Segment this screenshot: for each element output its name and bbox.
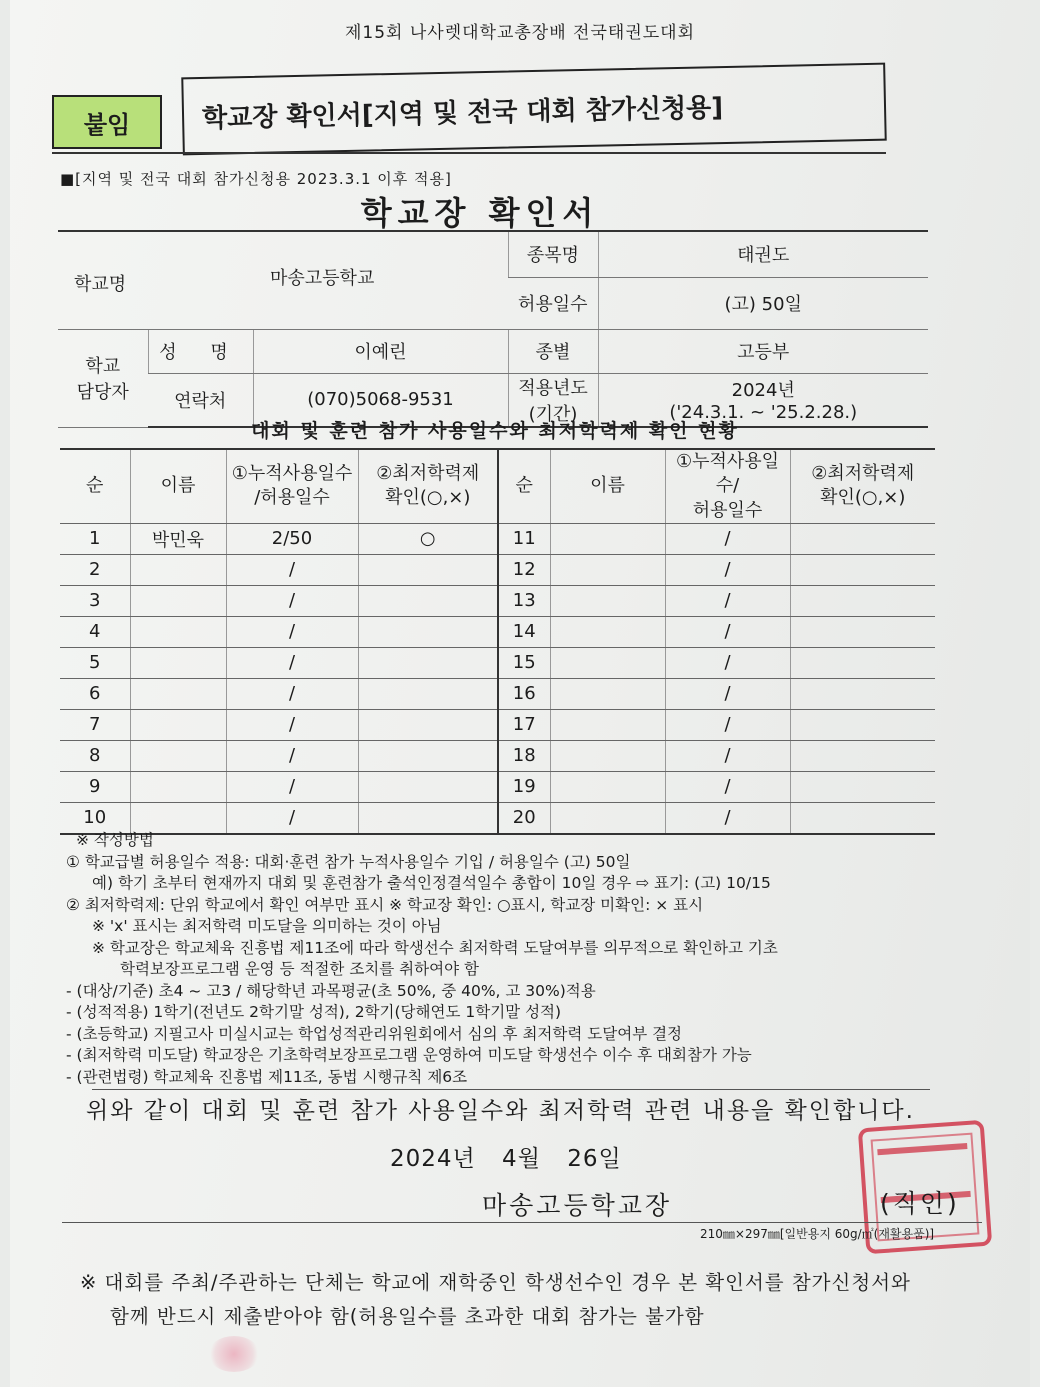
stamp-smudge — [208, 1336, 260, 1372]
col-header-days-line2: /허용일수 — [254, 487, 330, 509]
row-no: 9 — [60, 771, 130, 802]
table-row — [60, 616, 935, 647]
table-row — [60, 554, 935, 585]
instruction-line: ※ 학교장은 학교체육 진흥법 제11조에 따라 학생선수 최저학력 도달여부를 의무적으로 확인하고 기초 — [92, 938, 778, 957]
divider — [52, 152, 886, 154]
row-days: 2/50 — [226, 523, 358, 554]
col-header-days-line1: ①누적사용일수 — [231, 463, 353, 485]
col-header-days — [226, 449, 358, 523]
row-check-right — [790, 771, 935, 802]
allowed-days-label: 허용일수 — [508, 277, 598, 329]
row-no-right: 17 — [498, 709, 550, 740]
attach-title — [181, 63, 886, 156]
instruction-line: 예) 학기 초부터 현재까지 대회 및 훈련참가 출석인정결석일수 총합이 10일 경우 ⇨ 표기: (고) 10/15 — [92, 874, 771, 892]
table-row — [60, 523, 935, 554]
seal-label: (직인) — [880, 1189, 960, 1218]
row-check — [358, 678, 498, 709]
row-check-right — [790, 678, 935, 709]
school-info-table — [58, 230, 928, 428]
table-row — [60, 709, 935, 740]
row-days: / — [226, 802, 358, 834]
row-days: / — [226, 678, 358, 709]
period-label-line1: 적용년도 — [518, 377, 588, 399]
col-header-name: 이름 — [130, 449, 226, 523]
sport-label: 종목명 — [508, 231, 598, 277]
row-check-right — [790, 709, 935, 740]
row-check — [358, 616, 498, 647]
row-days-right: / — [665, 678, 790, 709]
row-name-right — [550, 709, 665, 740]
instruction-line: - (성적적용) 1학기(전년도 2학기말 성적), 2학기(당해연도 1학기말 성적) — [66, 1003, 562, 1021]
school-label-and-value — [58, 231, 508, 329]
row-name — [130, 647, 226, 678]
row-name-right — [550, 616, 665, 647]
row-check — [358, 709, 498, 740]
principal-name: 마송고등학교장 — [482, 1191, 673, 1220]
row-no-right: 14 — [498, 616, 550, 647]
row-name-right — [550, 523, 665, 554]
confirmation-date: 2024년 4월 26일 — [390, 1146, 622, 1172]
allowed-days-value: (고) 50일 — [598, 277, 928, 329]
instructions — [66, 830, 966, 1088]
col-header-check-line2: 확인(○,×) — [385, 487, 471, 509]
instruction-line: - (최저학력 미도달) 학교장은 기초학력보장프로그램 운영하여 미도달 학생선수 이수 후 대회참가 가능 — [66, 1046, 752, 1064]
row-check — [358, 740, 498, 771]
row-name-right — [550, 554, 665, 585]
instruction-line: ② 최저학력제: 단위 학교에서 확인 여부만 표시 ※ 학교장 확인: ○표시, 학교장 미확인: × 표시 — [66, 895, 704, 914]
row-no-right: 20 — [498, 802, 550, 834]
row-days: / — [226, 585, 358, 616]
table-row — [60, 647, 935, 678]
row-check — [358, 585, 498, 616]
footer-line: 함께 반드시 제출받아야 함(허용일수를 초과한 대회 참가는 불가함 — [110, 1305, 705, 1328]
row-days: / — [226, 771, 358, 802]
footer-note — [80, 1266, 911, 1334]
school-name-value: 마송고등학교 — [270, 268, 375, 289]
apply-period-value: ('24.3.1. ~ '25.2.28.) — [669, 402, 858, 424]
confirmation-statement: 위와 같이 대회 및 훈련 참가 사용일수와 최저학력 관련 내용을 확인합니다. — [86, 1098, 915, 1124]
row-days-right: / — [665, 523, 790, 554]
row-days: / — [226, 616, 358, 647]
row-name-right — [550, 678, 665, 709]
row-check-right — [790, 616, 935, 647]
participation-status-table — [60, 448, 935, 835]
row-name — [130, 678, 226, 709]
row-check: ○ — [358, 523, 498, 554]
col-header-days-right-line2: 허용일수 — [692, 499, 763, 521]
row-no: 7 — [60, 709, 130, 740]
row-check — [358, 647, 498, 678]
col-header-check-line1: ②최저학력제 — [376, 463, 480, 485]
col-header-no-right: 순 — [498, 449, 550, 523]
row-name-right — [550, 771, 665, 802]
row-no-right: 15 — [498, 647, 550, 678]
row-name — [130, 709, 226, 740]
row-days-right: / — [665, 802, 790, 834]
attach-tag: 붙임 — [52, 95, 162, 149]
row-name-right — [550, 585, 665, 616]
row-name-right — [550, 740, 665, 771]
row-days: / — [226, 709, 358, 740]
apply-year-value: 2024년 — [731, 380, 795, 402]
col-header-check-right-line1: ②최저학력제 — [811, 463, 915, 485]
row-name-right — [550, 647, 665, 678]
row-no: 5 — [60, 647, 130, 678]
row-days-right: / — [665, 585, 790, 616]
contact-value: (070)5068-9531 — [253, 373, 508, 427]
row-days-right: / — [665, 771, 790, 802]
school-name-label: 학교명 — [74, 274, 127, 295]
page-title: 학교장 확인서 — [360, 194, 600, 232]
row-no: 1 — [60, 523, 130, 554]
row-no: 4 — [60, 616, 130, 647]
row-days-right: / — [665, 740, 790, 771]
row-no-right: 16 — [498, 678, 550, 709]
instruction-line: ① 학교급별 허용일수 적용: 대회·훈련 참가 누적사용일수 기입 / 허용일수 (고) 50일 — [66, 852, 631, 871]
manager-name-value: 이예린 — [253, 329, 508, 373]
row-days: / — [226, 554, 358, 585]
row-check-right — [790, 647, 935, 678]
row-no-right: 12 — [498, 554, 550, 585]
col-header-check-right — [790, 449, 935, 523]
row-name: 박민욱 — [130, 523, 226, 554]
col-header-check-right-line2: 확인(○,×) — [820, 487, 906, 509]
table-row — [60, 678, 935, 709]
manager-name-label: 성 명 — [148, 329, 253, 373]
divider — [62, 1222, 982, 1223]
instruction-line: 학력보장프로그램 운영 등 적절한 조치를 취하여야 함 — [120, 960, 479, 978]
row-name — [130, 740, 226, 771]
row-days: / — [226, 740, 358, 771]
row-check-right — [790, 740, 935, 771]
row-no: 2 — [60, 554, 130, 585]
footer-line: ※ 대회를 주최/주관하는 단체는 학교에 재학중인 학생선수인 경우 본 확인서를 참가신청서와 — [80, 1271, 911, 1294]
row-days-right: / — [665, 709, 790, 740]
instruction-line: - (대상/기준) 초4 ~ 고3 / 해당학년 과목평균(초 50%, 중 40%, 고 30%)적용 — [66, 981, 596, 1000]
division-value: 고등부 — [598, 329, 928, 373]
row-days-right: / — [665, 554, 790, 585]
manager-label — [58, 329, 148, 427]
row-name — [130, 585, 226, 616]
apply-note: ■[지역 및 전국 대회 참가신청용 2023.3.1 이후 적용] — [60, 170, 452, 188]
row-no: 8 — [60, 740, 130, 771]
row-name — [130, 616, 226, 647]
row-check — [358, 554, 498, 585]
row-check-right — [790, 554, 935, 585]
sport-value: 태권도 — [598, 231, 928, 277]
instruction-line: - (초등학교) 지필고사 미실시교는 학업성적관리위원회에서 심의 후 최저학력 도달여부 결정 — [66, 1024, 683, 1043]
instruction-line: ※ 'x' 표시는 최저학력 미도달을 의미하는 것이 아님 — [92, 917, 442, 935]
row-no-right: 19 — [498, 771, 550, 802]
col-header-no: 순 — [60, 449, 130, 523]
row-days: / — [226, 647, 358, 678]
divider — [92, 1089, 930, 1090]
table-row — [60, 740, 935, 771]
table-row — [60, 771, 935, 802]
competition-title: 제15회 나사렛대학교총장배 전국태권도대회 — [344, 23, 696, 43]
col-header-check — [358, 449, 498, 523]
row-name — [130, 554, 226, 585]
table-row — [60, 585, 935, 616]
row-no-right: 13 — [498, 585, 550, 616]
division-label: 종별 — [508, 329, 598, 373]
row-days-right: / — [665, 616, 790, 647]
instruction-line: - (관련법령) 학교체육 진흥법 제11조, 동법 시행규칙 제6조 — [66, 1067, 468, 1086]
row-check — [358, 771, 498, 802]
row-no-right: 18 — [498, 740, 550, 771]
row-days-right: / — [665, 647, 790, 678]
col-header-days-right-line1: ①누적사용일수/ — [675, 451, 780, 497]
instructions-heading: ※ 작성방법 — [76, 831, 154, 849]
paper-spec: 210㎜×297㎜[일반용지 60g/㎡(재활용품)] — [700, 1227, 935, 1241]
contact-label: 연락처 — [148, 373, 253, 427]
row-no: 10 — [60, 802, 130, 834]
row-check-right — [790, 523, 935, 554]
manager-label-line2: 담당자 — [76, 382, 129, 403]
row-check-right — [790, 585, 935, 616]
row-name — [130, 771, 226, 802]
row-no: 6 — [60, 678, 130, 709]
row-no-right: 11 — [498, 523, 550, 554]
attach-title-text: 학교장 확인서[지역 및 전국 대회 참가신청용] — [201, 92, 724, 134]
period-label-line2: (기간) — [528, 403, 578, 425]
row-no: 3 — [60, 585, 130, 616]
manager-label-line1: 학교 — [85, 356, 121, 377]
status-table-title: 대회 및 훈련 참가 사용일수와 최저학력제 확인 현황 — [251, 420, 739, 442]
col-header-days-right — [665, 449, 790, 523]
col-header-name-right: 이름 — [550, 449, 665, 523]
